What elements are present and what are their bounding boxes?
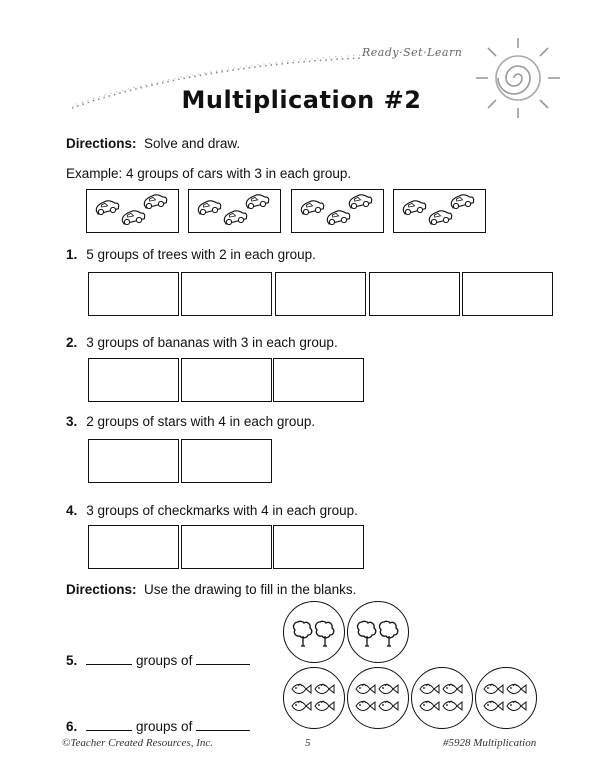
fish-icon: [443, 684, 462, 694]
fish-icon: [379, 701, 398, 711]
footer-page-number: 5: [305, 737, 311, 749]
tree-group-circle: [283, 601, 345, 663]
directions-label: Directions:: [66, 136, 137, 151]
car-icon: [121, 209, 146, 225]
fish-icon: [379, 684, 398, 694]
problem-number: 4.: [66, 503, 78, 518]
fish-icon: [443, 701, 462, 711]
problem-number: 5.: [66, 653, 78, 668]
fish-icon: [315, 684, 334, 694]
problem-text: 3 groups of bananas with 3 in each group.: [86, 335, 338, 350]
fish-icon: [356, 684, 375, 694]
answer-box[interactable]: [181, 525, 272, 569]
fish-icon: [292, 684, 311, 694]
example-text: Example: 4 groups of cars with 3 in each group.: [66, 166, 352, 181]
blank-input[interactable]: [196, 652, 250, 665]
car-icon: [143, 193, 168, 209]
example-box: [188, 189, 281, 233]
problem-number: 6.: [66, 719, 78, 734]
directions-2: [66, 582, 356, 597]
example-box: [393, 189, 486, 233]
fish-icon: [420, 684, 439, 694]
car-icon: [197, 199, 222, 215]
problem-text: 2 groups of stars with 4 in each group.: [86, 414, 316, 429]
fish-group-circle: [347, 667, 409, 729]
car-icon: [450, 193, 475, 209]
blank-input[interactable]: [86, 718, 132, 731]
tree-group-circle: [347, 601, 409, 663]
footer-copyright: ©Teacher Created Resources, Inc.: [62, 737, 214, 749]
brand-logo: Ready·Set·Learn: [362, 46, 463, 59]
car-icon: [223, 209, 248, 225]
answer-box[interactable]: [181, 272, 272, 316]
fish-group-circle: [283, 667, 345, 729]
answer-box[interactable]: [88, 272, 179, 316]
fill-problem-5: [66, 652, 250, 668]
page-title: Multiplication #2: [181, 86, 422, 114]
answer-box[interactable]: [181, 439, 272, 483]
fish-group-circle: [411, 667, 473, 729]
answer-box[interactable]: [181, 358, 272, 402]
problem-text: 3 groups of checkmarks with 4 in each group.: [86, 503, 358, 518]
blank-input[interactable]: [196, 718, 250, 731]
answer-box[interactable]: [88, 358, 179, 402]
blank-input[interactable]: [86, 652, 132, 665]
problem-number: 3.: [66, 414, 78, 429]
problem-2: [66, 335, 338, 350]
fish-icon: [420, 701, 439, 711]
example-box: [86, 189, 179, 233]
answer-box[interactable]: [275, 272, 366, 316]
answer-box[interactable]: [88, 525, 179, 569]
fish-icon: [315, 701, 334, 711]
fill-text: groups of: [136, 653, 193, 668]
car-icon: [300, 199, 325, 215]
fish-icon: [484, 684, 503, 694]
directions-text: Use the drawing to fill in the blanks.: [144, 582, 357, 597]
problem-4: [66, 503, 358, 518]
car-icon: [402, 199, 427, 215]
tree-icon: [284, 602, 344, 662]
fish-group-circle: [475, 667, 537, 729]
fish-icon: [356, 701, 375, 711]
directions-text: Solve and draw.: [144, 136, 241, 151]
directions-1: [66, 136, 240, 151]
fill-text: groups of: [136, 719, 193, 734]
fish-icon: [507, 701, 526, 711]
problem-number: 2.: [66, 335, 78, 350]
answer-box[interactable]: [462, 272, 553, 316]
answer-box[interactable]: [273, 525, 364, 569]
fish-icon: [507, 684, 526, 694]
directions-label: Directions:: [66, 582, 137, 597]
answer-box[interactable]: [88, 439, 179, 483]
car-icon: [95, 199, 120, 215]
problem-number: 1.: [66, 247, 78, 262]
answer-box[interactable]: [369, 272, 460, 316]
car-icon: [428, 209, 453, 225]
fish-icon: [484, 701, 503, 711]
fill-problem-6: [66, 718, 250, 734]
problem-1: [66, 247, 316, 262]
problem-3: [66, 414, 315, 429]
fish-icon: [292, 701, 311, 711]
footer-book-title: #5928 Multiplication: [443, 737, 537, 749]
answer-box[interactable]: [273, 358, 364, 402]
problem-text: 5 groups of trees with 2 in each group.: [86, 247, 316, 262]
tree-icon: [348, 602, 408, 662]
car-icon: [348, 193, 373, 209]
car-icon: [245, 193, 270, 209]
example-box: [291, 189, 384, 233]
car-icon: [326, 209, 351, 225]
